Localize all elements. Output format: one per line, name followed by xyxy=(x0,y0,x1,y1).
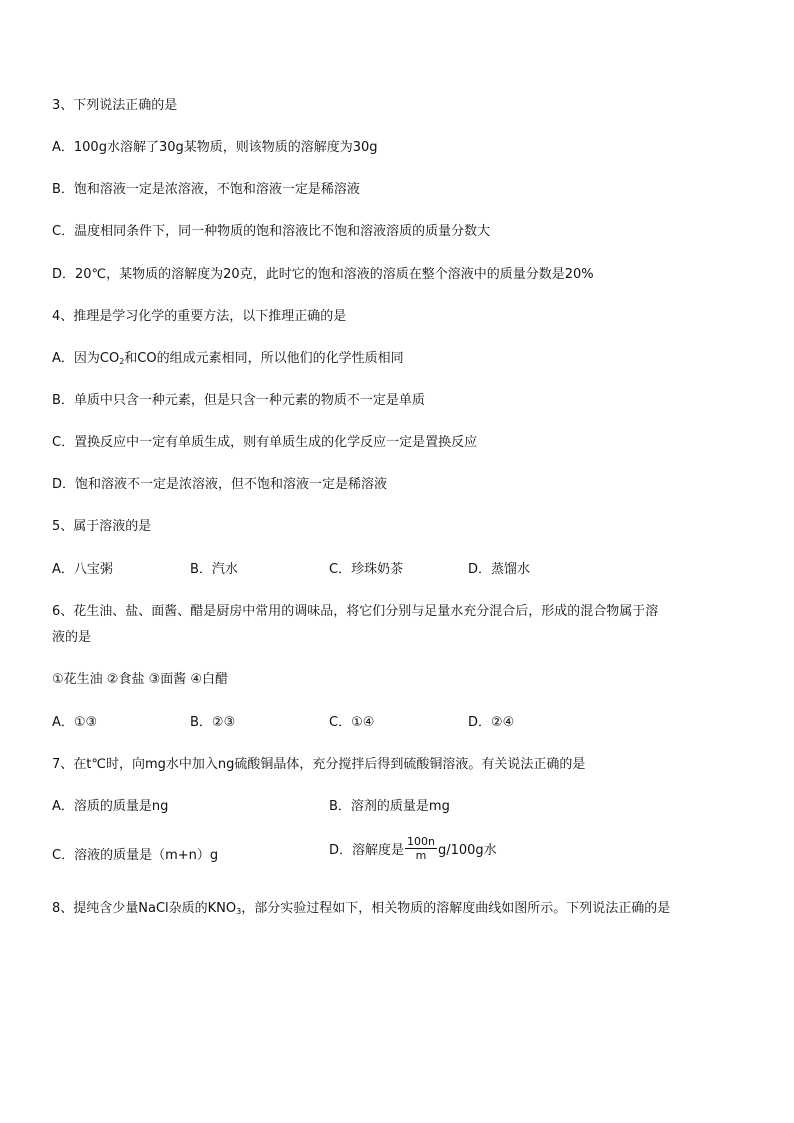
q6-stem-line1: 6、花生油、盐、面酱、醋是厨房中常用的调味品，将它们分别与足量水充分混合后，形成的混合物属于溶 xyxy=(52,604,659,619)
q7-option-b: B．溶剂的质量是mg xyxy=(329,799,450,814)
q4-stem: 4、推理是学习化学的重要方法，以下推理正确的是 xyxy=(52,309,347,324)
q5-option-c: C．珍珠奶茶 xyxy=(329,562,404,577)
q4-option-a-pre: A．因为CO xyxy=(52,351,120,366)
q8-stem-pre: 8、提纯含少量NaCl杂质的KNO xyxy=(52,901,237,916)
q3-option-d: D．20℃，某物质的溶解度为20克，此时它的饱和溶液的溶质在整个溶液中的质量分数是20% xyxy=(52,267,594,282)
q7-option-a: A．溶质的质量是ng xyxy=(52,799,169,814)
q7-option-d-post: g/100g水 xyxy=(437,843,497,858)
q7-option-d-pre: D．溶解度是 xyxy=(329,843,405,858)
q3-stem: 3、下列说法正确的是 xyxy=(52,98,178,113)
q4-option-a-subscript: 2 xyxy=(119,357,125,366)
q3-option-c: C．温度相同条件下，同一种物质的饱和溶液比不饱和溶液溶质的质量分数大 xyxy=(52,224,491,239)
q7-stem: 7、在t℃时，向mg水中加入ng硫酸铜晶体，充分搅拌后得到硫酸铜溶液。有关说法正确的是 xyxy=(52,757,586,772)
q5-stem: 5、属于溶液的是 xyxy=(52,519,152,534)
fraction-numerator: 100n xyxy=(407,835,435,848)
q5-option-a: A．八宝粥 xyxy=(52,562,113,577)
q6-items: ①花生油 ②食盐 ③面酱 ④白醋 xyxy=(52,672,229,687)
q4-option-c: C．置换反应中一定有单质生成，则有单质生成的化学反应一定是置换反应 xyxy=(52,435,478,450)
q5-option-d: D．蒸馏水 xyxy=(468,562,531,577)
q6-option-d: D．②④ xyxy=(468,715,515,730)
q6-option-a: A．①③ xyxy=(52,715,98,730)
q6-option-c: C．①④ xyxy=(329,715,375,730)
q7-option-d xyxy=(329,835,497,862)
q8-stem xyxy=(52,900,670,921)
q3-option-a: A．100g水溶解了30g某物质，则该物质的溶解度为30g xyxy=(52,140,378,155)
q6-stem-line2: 液的是 xyxy=(52,630,92,645)
fraction-denominator: m xyxy=(415,849,427,862)
solubility-fraction xyxy=(405,835,437,862)
q5-option-b: B．汽水 xyxy=(190,562,238,577)
q4-option-a-post: 和CO的组成元素相同，所以他们的化学性质相同 xyxy=(124,351,404,366)
q4-option-b: B．单质中只含一种元素，但是只含一种元素的物质不一定是单质 xyxy=(52,393,425,408)
q8-stem-post: ，部分实验过程如下，相关物质的溶解度曲线如图所示。下列说法正确的是 xyxy=(241,901,671,916)
q3-option-b: B．饱和溶液一定是浓溶液，不饱和溶液一定是稀溶液 xyxy=(52,182,360,197)
q7-option-c: C．溶液的质量是（m+n）g xyxy=(52,848,219,863)
q6-option-b: B．②③ xyxy=(190,715,236,730)
q8-stem-subscript: 3 xyxy=(236,907,242,916)
q4-option-d: D．饱和溶液不一定是浓溶液，但不饱和溶液一定是稀溶液 xyxy=(52,477,388,492)
q4-option-a xyxy=(52,350,404,371)
